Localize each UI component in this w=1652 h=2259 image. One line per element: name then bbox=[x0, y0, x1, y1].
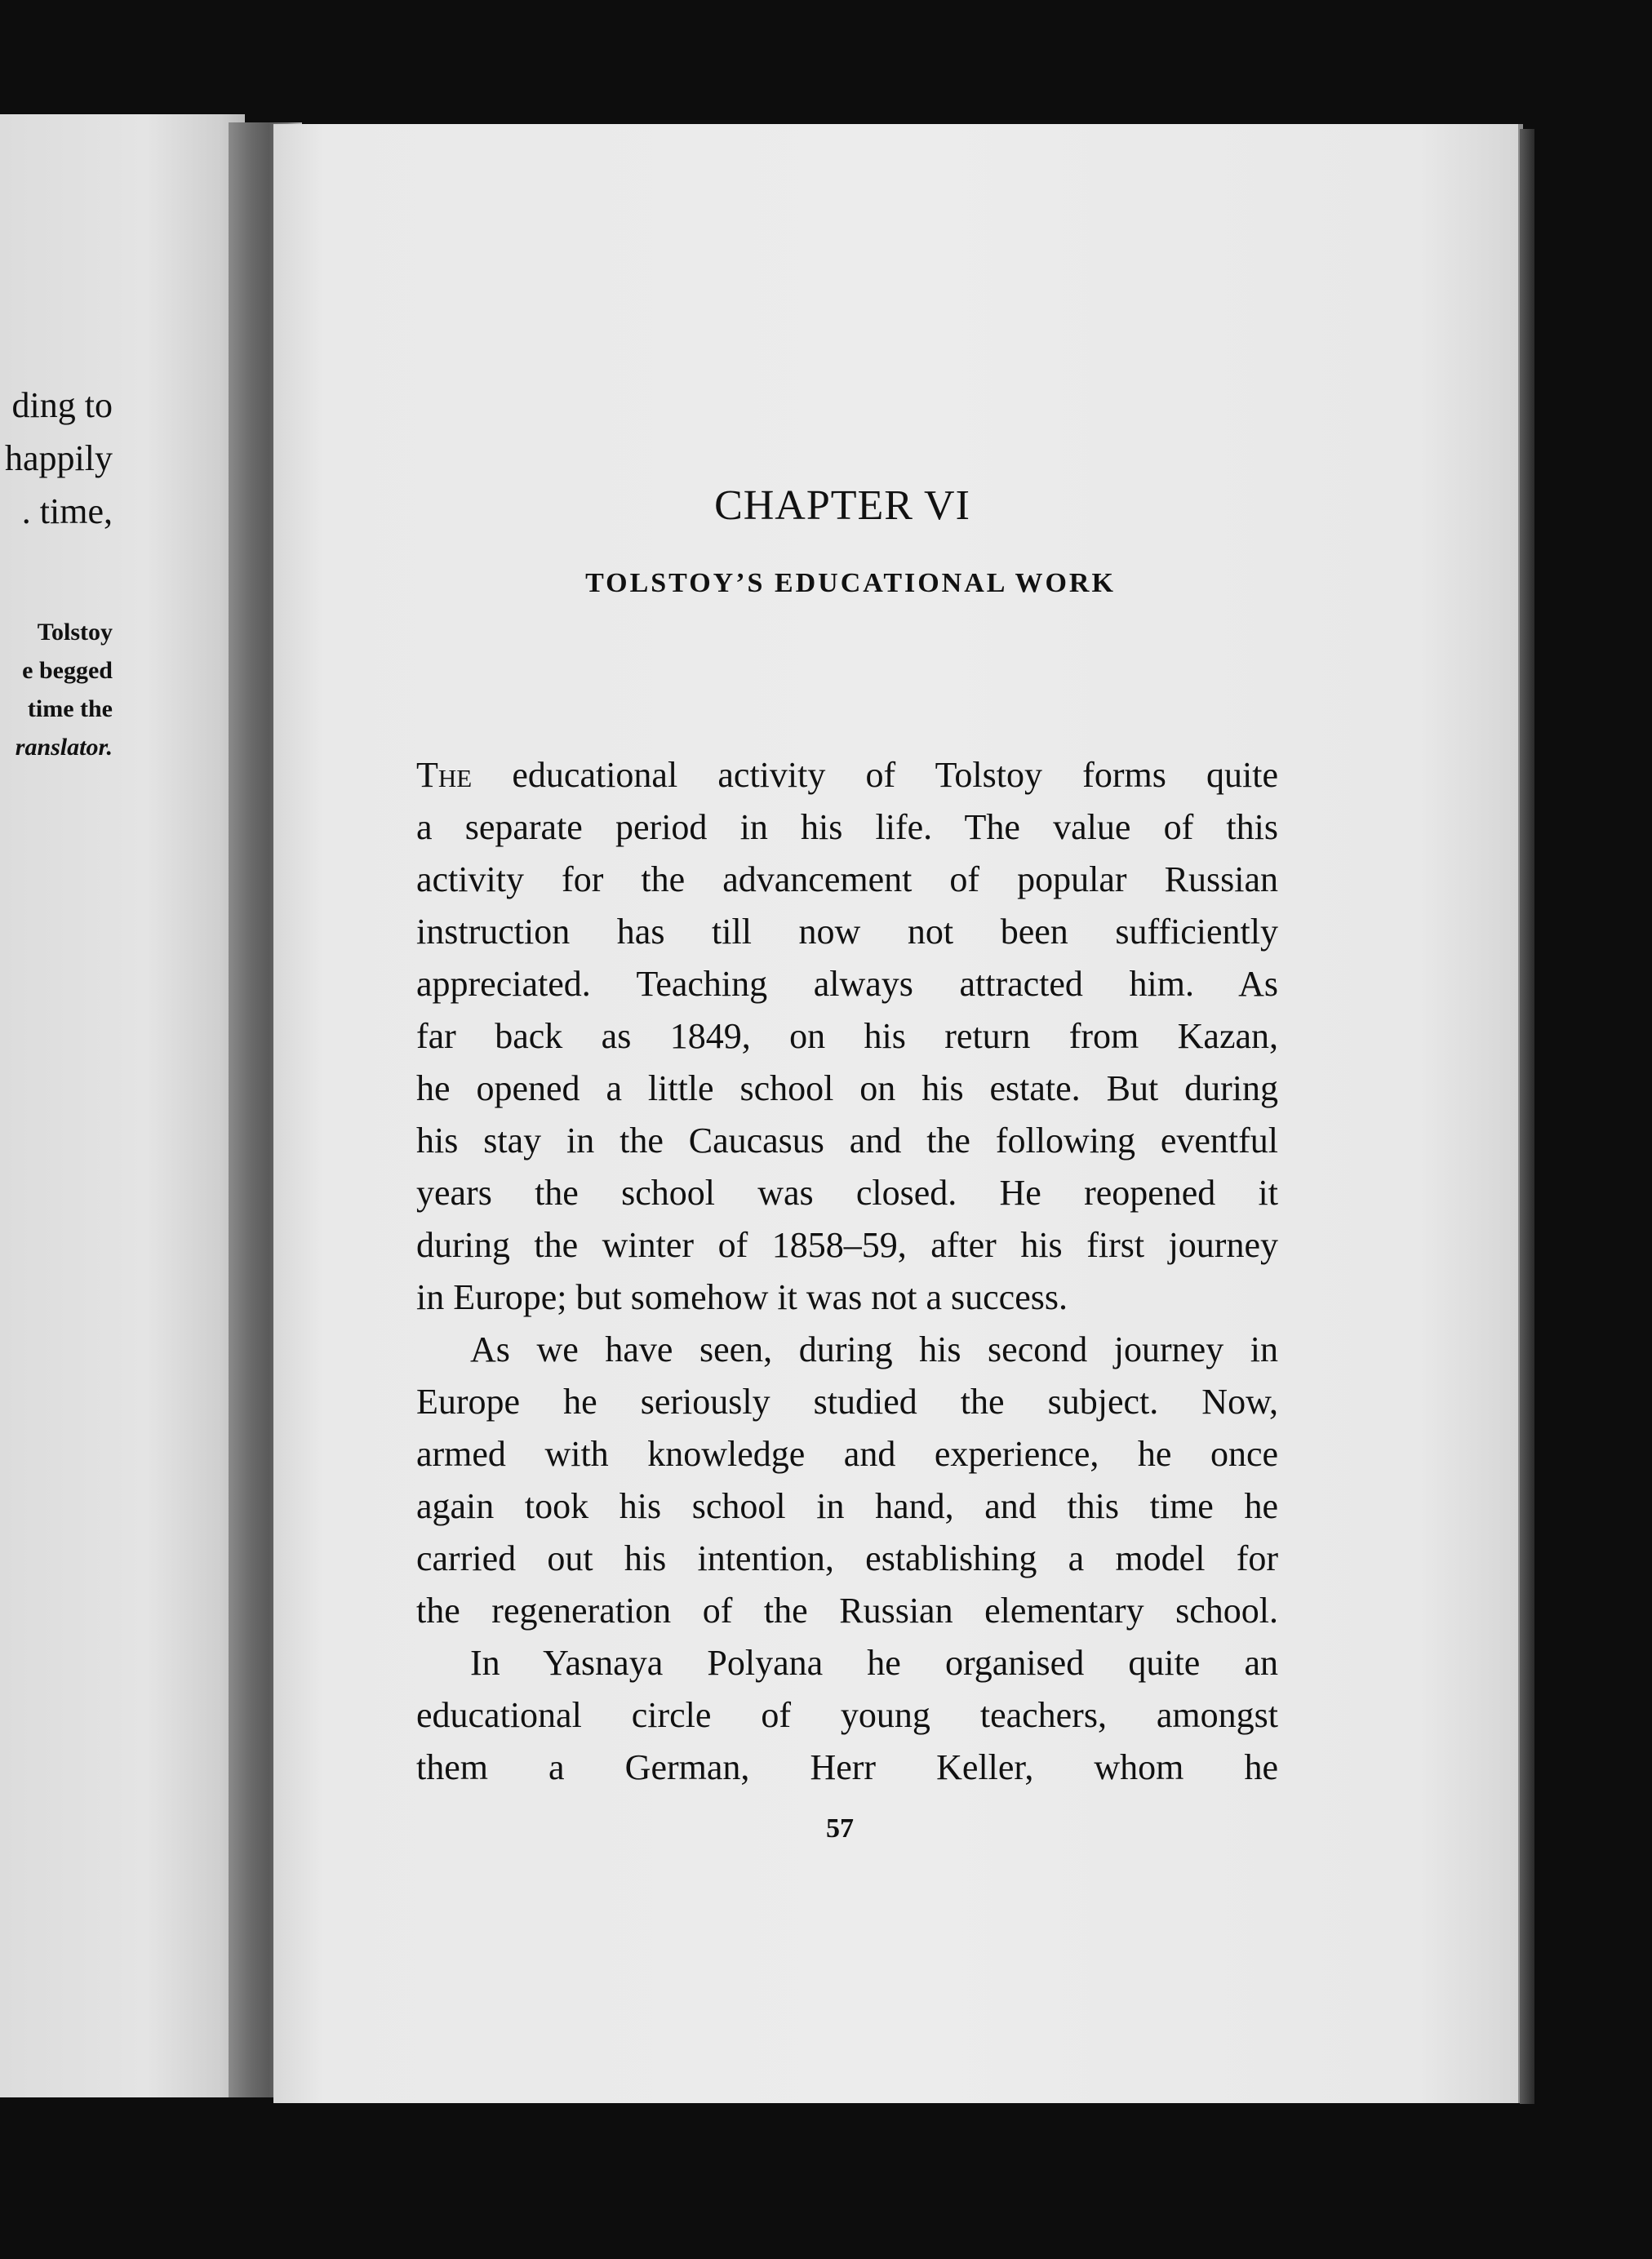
text-line: in Europe; but somehow it was not a success. bbox=[416, 1277, 1068, 1317]
text-line: In Yasnaya Polyana he organised quite an bbox=[470, 1643, 1278, 1683]
text-line: The educational activity of Tolstoy forms quite bbox=[416, 755, 1278, 795]
text-line: instruction has till now not been sufficiently bbox=[416, 912, 1278, 952]
text-line: As we have seen, during his second journey in bbox=[470, 1329, 1278, 1369]
drop-lead-word: The bbox=[416, 755, 473, 795]
text-line: far back as 1849, on his return from Kazan, bbox=[416, 1016, 1278, 1056]
text-line: armed with knowledge and experience, he once bbox=[416, 1434, 1278, 1474]
facing-page-line: . time, bbox=[21, 491, 113, 531]
text-line: during the winter of 1858–59, after his first journey bbox=[416, 1225, 1278, 1265]
chapter-number: CHAPTER VI bbox=[714, 482, 970, 529]
text-line: his stay in the Caucasus and the following eventful bbox=[416, 1121, 1278, 1161]
paragraph bbox=[416, 1637, 1278, 1794]
paragraph bbox=[416, 1324, 1278, 1637]
text-line: appreciated. Teaching always attracted him. As bbox=[416, 964, 1278, 1004]
text-line: activity for the advancement of popular Russian bbox=[416, 859, 1278, 899]
text-line: years the school was closed. He reopened it bbox=[416, 1173, 1278, 1213]
facing-page bbox=[0, 114, 245, 2097]
page-number: 57 bbox=[826, 1813, 854, 1844]
text-line: a separate period in his life. The value of this bbox=[416, 807, 1278, 847]
page-edge bbox=[1520, 129, 1534, 2104]
text-line: educational circle of young teachers, amongst bbox=[416, 1695, 1278, 1735]
facing-page-footnote-line: Tolstoy bbox=[37, 619, 113, 646]
text-line: he opened a little school on his estate. But during bbox=[416, 1068, 1278, 1108]
text-line: the regeneration of the Russian elementary school. bbox=[416, 1591, 1278, 1631]
facing-page-line: happily bbox=[5, 438, 113, 478]
facing-page-footnote-line: ranslator. bbox=[15, 734, 113, 761]
chapter-title: TOLSTOY’S EDUCATIONAL WORK bbox=[585, 568, 1116, 598]
text-line: carried out his intention, establishing a model for bbox=[416, 1538, 1278, 1578]
text-line: Europe he seriously studied the subject. Now, bbox=[416, 1382, 1278, 1422]
facing-page-line: ding to bbox=[11, 385, 113, 425]
body-text bbox=[416, 749, 1278, 1794]
facing-page-footnote-line: time the bbox=[27, 695, 113, 722]
text-line: again took his school in hand, and this time he bbox=[416, 1486, 1278, 1526]
paragraph bbox=[416, 749, 1278, 1324]
text-line: them a German, Herr Keller, whom he bbox=[416, 1747, 1278, 1787]
facing-page-footnote-line: e begged bbox=[22, 657, 113, 684]
